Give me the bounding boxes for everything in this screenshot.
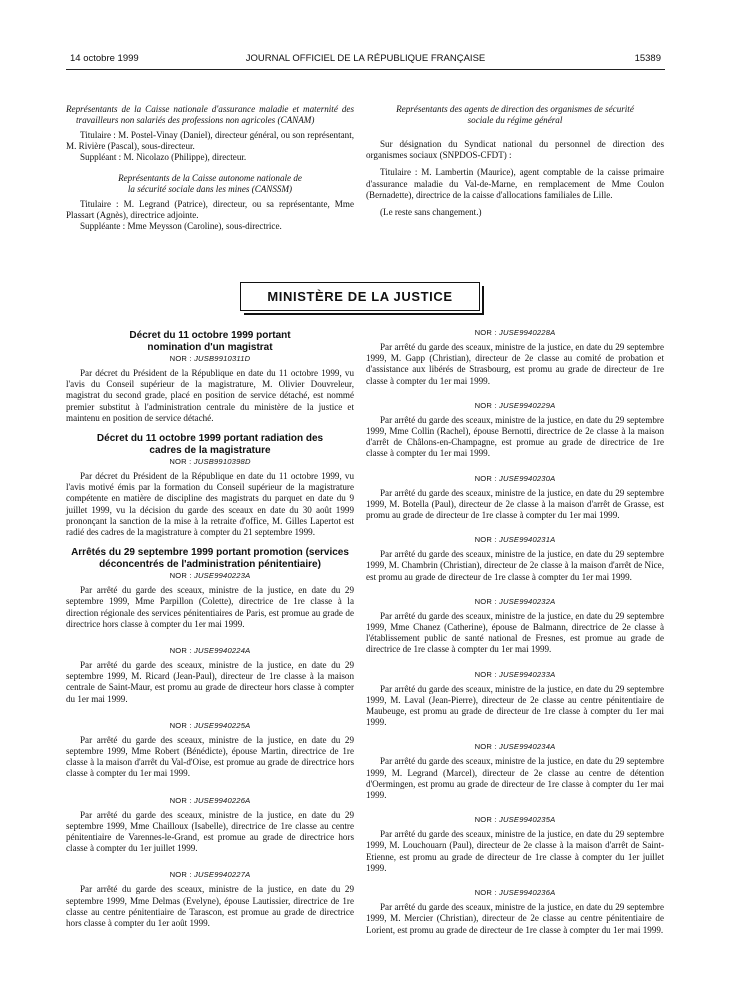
nor-label: NOR : — [474, 328, 497, 337]
arrete-entry — [366, 596, 664, 656]
nor-label: NOR : — [474, 742, 497, 752]
entry-text: Par arrêté du garde des sceaux, ministre de la justice, en date du 29 septembre 1999, M. Botella (Paul), directeur de 2e classe à la maison d'arrêt de Grasse, est promu au grade de directeur de 1re classe à compter du 1er mai 1999. — [366, 487, 664, 521]
arrete-entry — [366, 400, 664, 460]
nor-label: NOR : — [169, 720, 192, 730]
ministry-heading: MINISTÈRE DE LA JUSTICE — [240, 282, 480, 311]
section-decree-radiation — [66, 433, 354, 538]
nor-line — [366, 669, 664, 680]
agents-designation: Sur désignation du Syndicat national du personnel de direction des organismes sociaux (SNPDOS-CFDT) : — [366, 139, 664, 161]
section-text: Par décret du Président de la République en date du 11 octobre 1999, vu l'avis motivé émis par la formation du Conseil supérieur de la magistrature compétente en matière de discipline des magistrats du parquet en date du 9 juillet 1999, vu la décision du garde des sceaux en date du 30 août 1999 prononçant la sanction de la mise à la retraite d'office, M. Gilles Lapertot est radié des cadres de la magistrature à compter du 21 septembre 1999. — [66, 471, 354, 538]
nor-line — [366, 327, 664, 338]
nor-line — [366, 534, 664, 545]
nor-code: JUSE9940228A — [498, 328, 556, 337]
entry-text: Par arrêté du garde des sceaux, ministre de la justice, en date du 29 septembre 1999, M. Legrand (Marcel), directeur de 2e classe au centre de détention d'Oermingen, est promu au grade de directeur de 1re classe à compter du 1er mai 1999. — [366, 756, 664, 801]
nor-code: JUSE9940226A — [193, 795, 251, 805]
nor-label: NOR : — [474, 400, 497, 410]
section-title: Arrêtés du 29 septembre 1999 portant promotion (services déconcentrés de l'administration pénitentiaire) — [71, 547, 349, 570]
arrete-entry — [366, 473, 664, 522]
section-arretes-promotion — [66, 547, 354, 630]
nor-code: JUSB9910311D — [194, 354, 251, 363]
arrete-entry — [366, 327, 664, 387]
nor-code: JUSE9940230A — [498, 473, 556, 483]
nor-line — [66, 795, 354, 806]
nor-code: JUSE9940231A — [498, 535, 556, 545]
arrete-entry — [366, 887, 664, 936]
nor-label: NOR : — [474, 669, 497, 679]
nor-label: NOR : — [169, 571, 192, 581]
canssm-heading: Représentants de la Caisse autonome nationale de la sécurité sociale dans les mines (CANSSM) — [118, 172, 302, 194]
nor-code: JUSE9940233A — [498, 669, 556, 679]
nor-code: JUSE9940223A — [193, 571, 251, 581]
nor-line — [366, 473, 664, 484]
entry-text: Par arrêté du garde des sceaux, ministre de la justice, en date du 29 septembre 1999, M. Gapp (Christian), directeur de 2e classe au comité de probation et d'assistance aux libérés de Strasbourg, est promu au grade de directeur de 1re classe à compter du 1er mai 1999. — [366, 342, 664, 386]
arrete-entry — [66, 645, 354, 705]
nor-label: NOR : — [169, 795, 192, 805]
nor-label: NOR : — [169, 870, 192, 880]
nor-label: NOR : — [474, 596, 497, 606]
nor-label: NOR : — [169, 354, 192, 363]
section-title: Décret du 11 octobre 1999 portant radiation des cadres de la magistrature — [96, 433, 324, 456]
nor-line — [366, 741, 664, 752]
entry-text: Par arrêté du garde des sceaux, ministre de la justice, en date du 29 septembre 1999, Mme Collin (Rachel), épouse Bernotti, directrice de 2e classe à la maison d'arrêt de Châlons-en-Champagne, est promue au grade de directrice de 1re classe à compter du 1er mai 1999. — [366, 414, 664, 459]
entry-text: Par arrêté du garde des sceaux, ministre de la justice, en date du 29 septembre 1999, M. Laval (Jean-Pierre), directeur de 2e classe au centre pénitentiaire de Maubeuge, est promu au grade de directeur de 1re classe à compter du 1er mai 1999. — [366, 683, 664, 728]
agents-titulaire: Titulaire : M. Lambertin (Maurice), agent comptable de la caisse primaire d'assurance maladie du Val-de-Marne, en remplacement de Mme Coulon (Bernadette), directrice de la caisse d'allocations familiales de Lille. — [366, 167, 664, 200]
entry-text: Par arrêté du garde des sceaux, ministre de la justice, en date du 29 septembre 1999, Mme Chailloux (Isabelle), directrice de 1re classe au centre pénitentiaire de Varennes-le-Grand, est promue au grade de directrice hors classe à compter du 1er juillet 1999. — [66, 809, 354, 854]
nor-line — [66, 353, 354, 364]
section-decree-nomination — [66, 330, 354, 424]
canam-titulaire: Titulaire : M. Postel-Vinay (Daniel), directeur général, ou son représentant, M. Rivière (Pascal), sous-directeur. — [66, 130, 354, 152]
header-journal-title: JOURNAL OFFICIEL DE LA RÉPUBLIQUE FRANÇAISE — [245, 53, 486, 64]
nor-label: NOR : — [474, 473, 497, 483]
canam-heading: Représentants de la Caisse nationale d'assurance maladie et maternité des travailleurs non salariés des professions non agricoles (CANAM) — [66, 104, 354, 125]
nor-line — [66, 456, 354, 467]
arrete-entry — [366, 741, 664, 801]
top-left-column — [66, 104, 354, 232]
nor-line — [366, 887, 664, 898]
nor-line — [66, 720, 354, 731]
canssm-suppleante: Suppléante : Mme Meysson (Caroline), sous-directrice. — [80, 221, 282, 232]
nor-line — [66, 645, 354, 656]
header-rule — [66, 69, 665, 70]
entry-text: Par arrêté du garde des sceaux, ministre de la justice, en date du 29 septembre 1999, M. Louchouarn (Paul), directeur de 2e classe à la maison d'arrêt de Saint-Etienne, est promu au grade de directeur de 1re classe à compter du 1er juillet 1999. — [366, 829, 664, 873]
nor-code: JUSE9940232A — [498, 596, 556, 606]
nor-label: NOR : — [169, 646, 192, 656]
nor-code: JUSE9940229A — [498, 400, 556, 410]
nor-code: JUSB9910398D — [193, 457, 251, 467]
arrete-entry — [366, 814, 664, 874]
nor-code: JUSE9940224A — [193, 646, 251, 656]
nor-code: JUSE9940234A — [498, 742, 556, 752]
nor-label: NOR : — [474, 815, 497, 825]
header-page-number: 15389 — [634, 53, 661, 64]
top-right-column — [366, 104, 664, 218]
nor-line — [366, 400, 664, 411]
entry-text: Par arrêté du garde des sceaux, ministre de la justice, en date du 29 septembre 1999, Mme Chanez (Catherine), épouse de Balmann, directrice de 2e classe à l'établissement public de santé national de Fresnes, est promue au grade de directrice de 1re classe à compter du 1er mai 1999. — [366, 610, 664, 655]
agents-rest: (Le reste sans changement.) — [380, 207, 482, 218]
arrete-entry — [366, 534, 664, 583]
header-date: 14 octobre 1999 — [70, 53, 139, 64]
bottom-left-column — [66, 330, 354, 929]
arrete-entry — [66, 720, 354, 780]
entry-text: Par arrêté du garde des sceaux, ministre de la justice, en date du 29 septembre 1999, M. Chambrin (Christian), directeur de 2e classe à la maison d'arrêt de Nice, est promu au grade de directeur de 1re classe à compter du 1er mai 1999. — [366, 549, 664, 582]
entry-text: Par arrêté du garde des sceaux, ministre de la justice, en date du 29 septembre 1999, M. Mercier (Christian), directeur de 2e classe au centre pénitentiaire de Lorient, est promu au grade de directeur de 1re classe à compter du 1er mai 1999. — [366, 902, 664, 935]
section-text: Par arrêté du garde des sceaux, ministre de la justice, en date du 29 septembre 1999, Mme Parpillon (Colette), directrice de 1re classe à la direction régionale des services pénitentiaires de Paris, est promue au grade de directrice hors classe à compter du 1er mai 1999. — [66, 585, 354, 629]
section-title: Décret du 11 octobre 1999 portant nomination d'un magistrat — [129, 330, 291, 353]
nor-code: JUSE9940227A — [193, 870, 251, 880]
bottom-right-column — [366, 327, 664, 936]
nor-code: JUSE9940235A — [498, 815, 556, 825]
arrete-entry — [66, 795, 354, 855]
agents-heading: Représentants des agents de direction des organismes de sécurité sociale du régime général — [396, 104, 634, 125]
nor-label: NOR : — [169, 457, 192, 467]
entry-text: Par arrêté du garde des sceaux, ministre de la justice, en date du 29 septembre 1999, Mme Robert (Bénédicte), épouse Martin, directrice de 1re classe à la maison d'arrêt du Val-d'Oise, est promue au grade de directrice hors classe à compter du 1er mai 1999. — [66, 734, 354, 779]
nor-code: JUSE9940225A — [193, 720, 251, 730]
nor-line — [366, 814, 664, 825]
nor-label: NOR : — [474, 888, 497, 898]
arrete-entry — [66, 869, 354, 929]
nor-line — [366, 596, 664, 607]
arrete-entry — [366, 669, 664, 729]
page-header — [70, 53, 661, 67]
nor-line — [66, 869, 354, 880]
canam-suppleant: Suppléant : M. Nicolazo (Philippe), directeur. — [80, 152, 247, 163]
nor-line — [66, 570, 354, 581]
nor-label: NOR : — [474, 535, 497, 545]
nor-code: JUSE9940236A — [498, 888, 556, 898]
canssm-titulaire: Titulaire : M. Legrand (Patrice), directeur, ou sa représentante, Mme Plassart (Agnès), directrice adjointe. — [66, 198, 354, 220]
entry-text: Par arrêté du garde des sceaux, ministre de la justice, en date du 29 septembre 1999, Mme Delmas (Evelyne), épouse Lautissier, directrice de 1re classe au centre pénitentiaire de Tarascon, est promue au grade de directrice hors classe à compter du 1er août 1999. — [66, 884, 354, 929]
section-text: Par décret du Président de la République en date du 11 octobre 1999, vu l'avis du Conseil supérieur de la magistrature, M. Olivier Douvreleur, magistrat du second grade, placé en position de service détaché, est nommé premier substitut à l'administration centrale du ministère de la justice et maintenu en position de service détaché. — [66, 368, 354, 423]
entry-text: Par arrêté du garde des sceaux, ministre de la justice, en date du 29 septembre 1999, M. Ricard (Jean-Paul), directeur de 1re classe à la maison centrale de Saint-Maur, est promu au grade de directeur hors classe à compter du 1er mai 1999. — [66, 660, 354, 704]
